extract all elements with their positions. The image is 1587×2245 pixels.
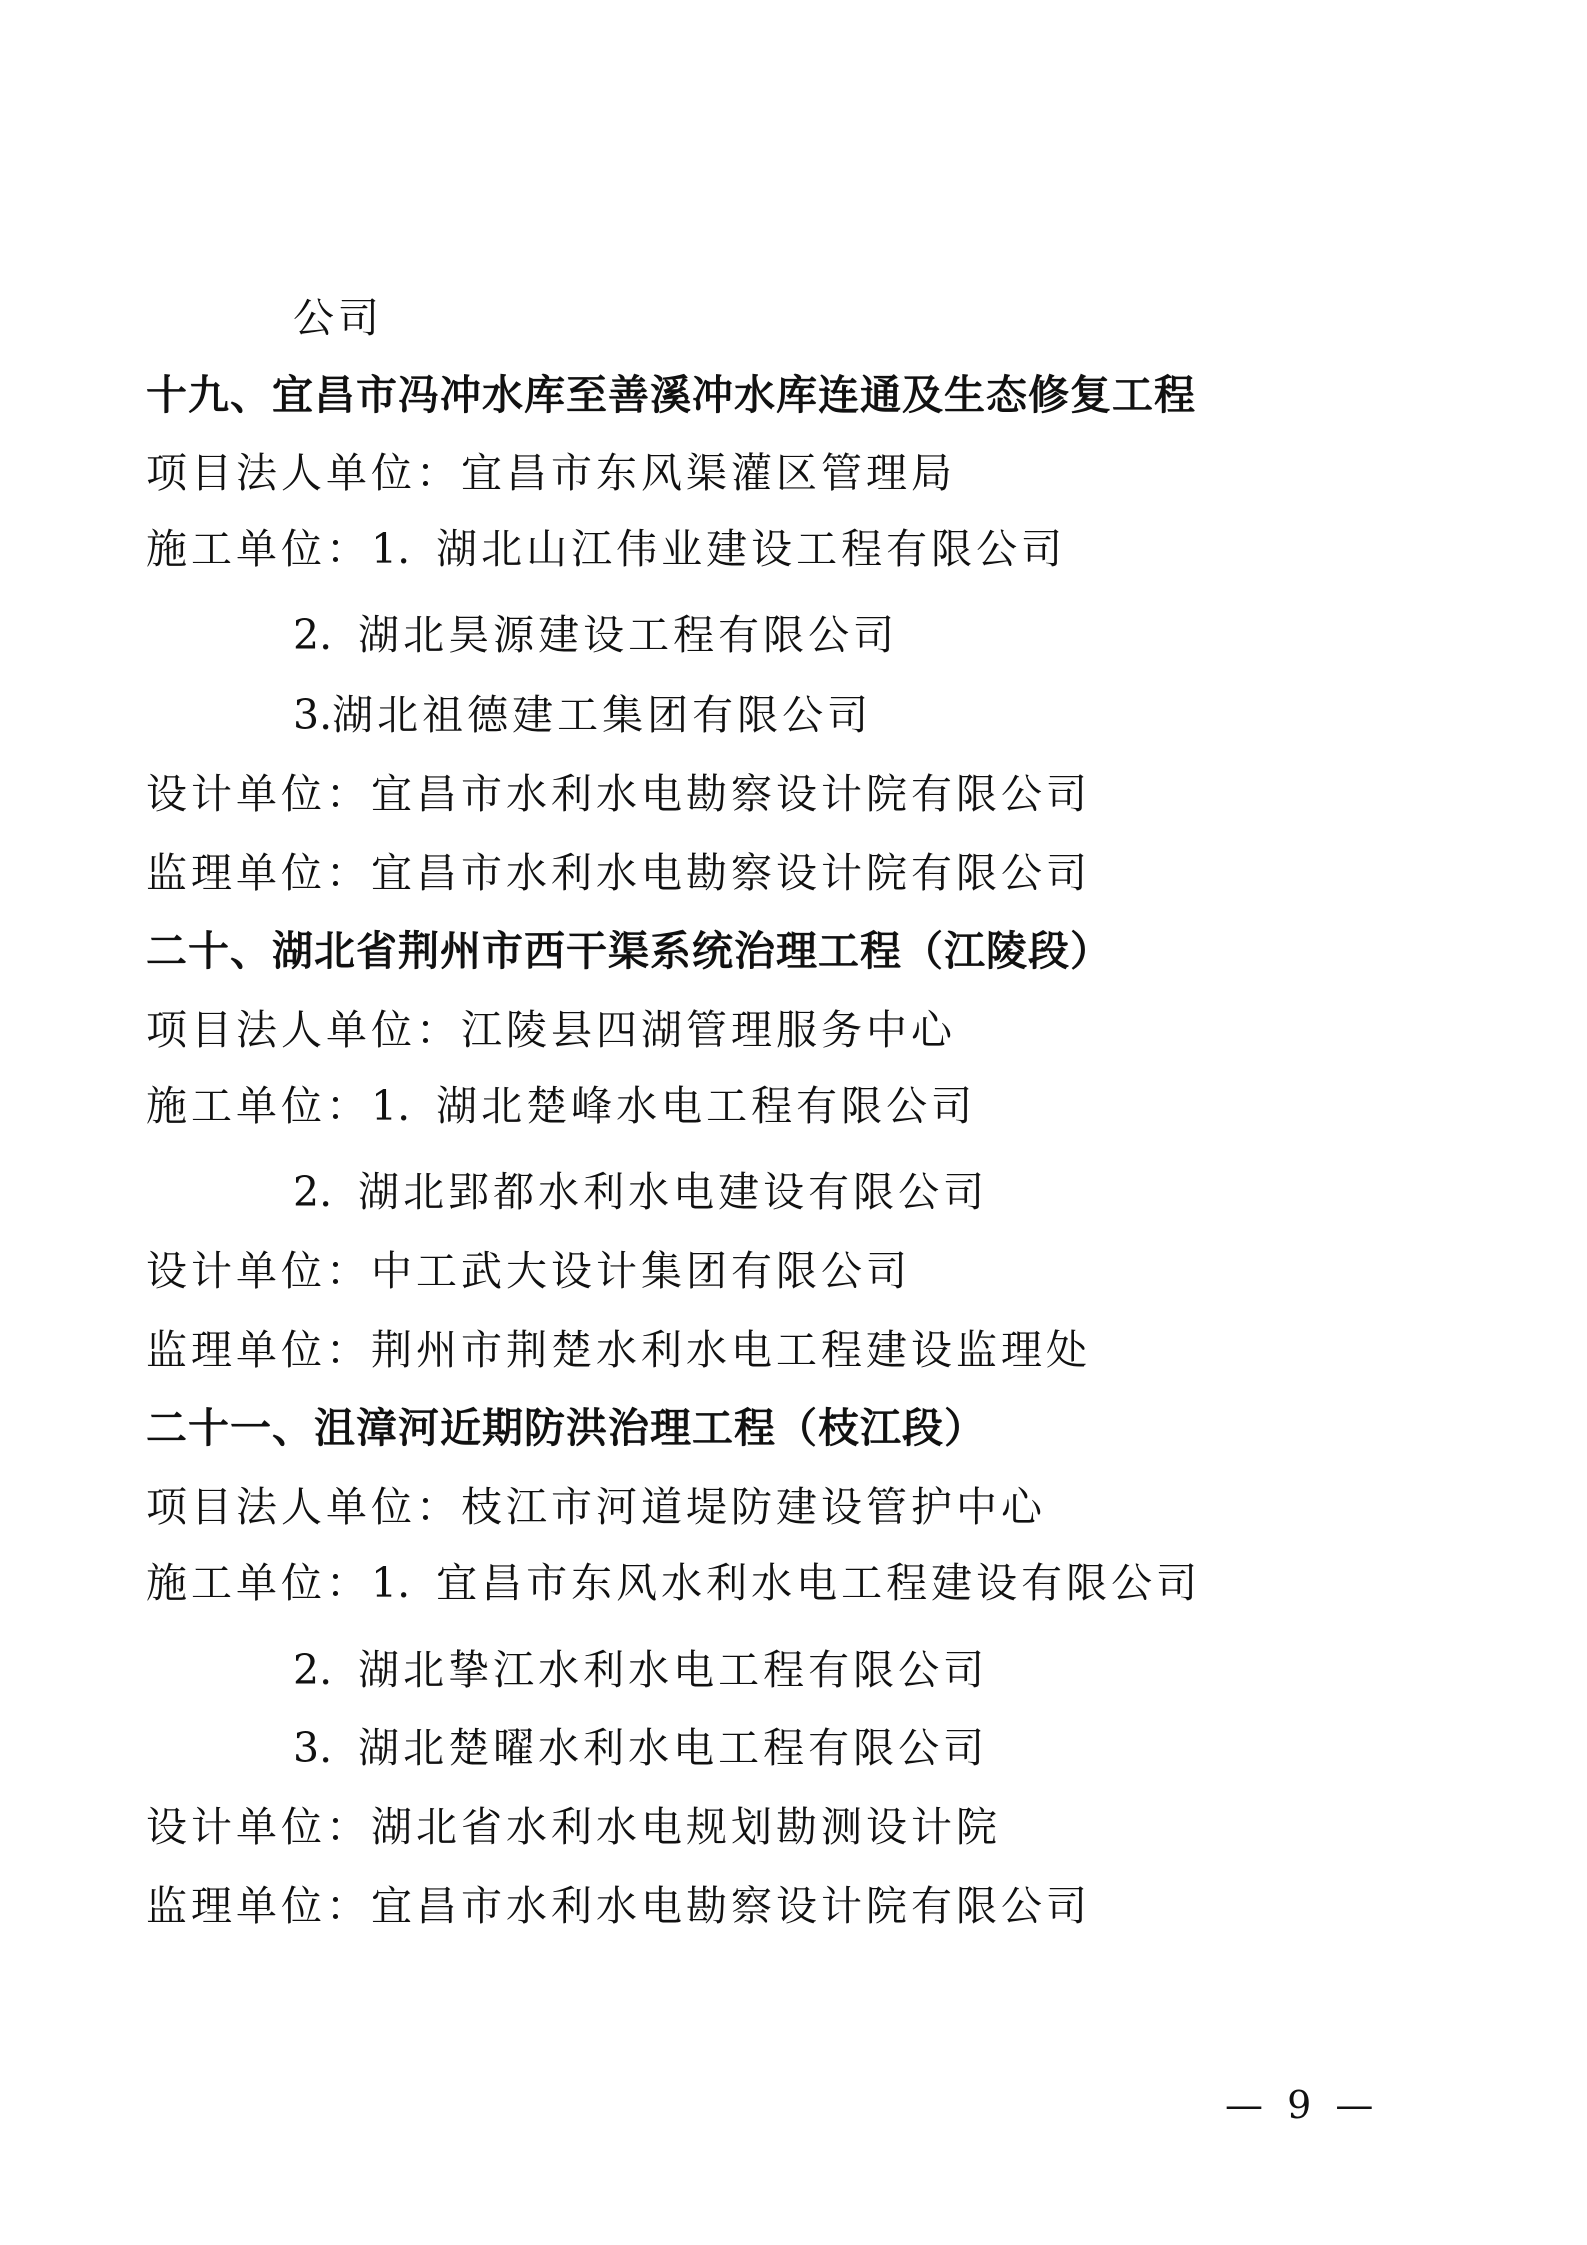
item-number: 2. <box>293 611 333 659</box>
construction-unit: 宜昌市东风水利水电工程建设有限公司 <box>436 1559 1202 1607</box>
item-number: 1. <box>371 1082 411 1130</box>
supervision-value: 宜昌市水利水电勘察设计院有限公司 <box>371 1882 1091 1930</box>
page-number: — 9 — <box>1225 2083 1380 2127</box>
continuation-text: 公司 <box>293 294 383 342</box>
construction-unit: 湖北昊源建设工程有限公司 <box>358 611 899 659</box>
design-line <box>146 764 1091 824</box>
construction-line <box>146 1553 1201 1613</box>
owner-value: 枝江市河道堤防建设管护中心 <box>461 1483 1046 1531</box>
item-number: 3. <box>293 691 333 739</box>
construction-line <box>293 1162 988 1222</box>
construction-line <box>293 685 872 745</box>
construction-unit: 湖北山江伟业建设工程有限公司 <box>436 525 1067 573</box>
design-label: 设计单位： <box>146 1803 371 1851</box>
supervision-line <box>146 843 1091 903</box>
supervision-line <box>146 1876 1091 1936</box>
section-heading: 二十一、沮漳河近期防洪治理工程（枝江段） <box>146 1404 986 1452</box>
design-value: 宜昌市水利水电勘察设计院有限公司 <box>371 770 1091 818</box>
supervision-label: 监理单位： <box>146 1882 371 1930</box>
construction-line <box>293 605 898 665</box>
design-value: 湖北省水利水电规划勘测设计院 <box>371 1803 1001 1851</box>
owner-value: 江陵县四湖管理服务中心 <box>461 1006 956 1054</box>
construction-line <box>146 519 1066 579</box>
construction-line <box>293 1718 988 1778</box>
construction-unit: 湖北郢都水利水电建设有限公司 <box>358 1168 989 1216</box>
design-value: 中工武大设计集团有限公司 <box>371 1247 911 1295</box>
supervision-value: 荆州市荆楚水利水电工程建设监理处 <box>371 1326 1091 1374</box>
item-number: 1. <box>371 1559 411 1607</box>
design-line <box>146 1241 911 1301</box>
owner-line <box>146 1000 956 1060</box>
supervision-line <box>146 1320 1091 1380</box>
construction-unit: 湖北楚峰水电工程有限公司 <box>436 1082 977 1130</box>
owner-label: 项目法人单位： <box>146 1006 461 1054</box>
owner-line <box>146 1477 1046 1537</box>
item-number: 3. <box>293 1724 333 1772</box>
section-heading: 十九、宜昌市冯冲水库至善溪冲水库连通及生态修复工程 <box>146 371 1196 419</box>
construction-label: 施工单位： <box>146 1082 371 1130</box>
construction-line <box>146 1076 976 1136</box>
item-number: 2. <box>293 1168 333 1216</box>
design-line <box>146 1797 1001 1857</box>
construction-line <box>293 1640 988 1700</box>
construction-unit: 湖北楚曜水利水电工程有限公司 <box>358 1724 989 1772</box>
owner-label: 项目法人单位： <box>146 1483 461 1531</box>
construction-label: 施工单位： <box>146 1559 371 1607</box>
item-number: 2. <box>293 1646 333 1694</box>
construction-label: 施工单位： <box>146 525 371 573</box>
design-label: 设计单位： <box>146 1247 371 1295</box>
supervision-label: 监理单位： <box>146 849 371 897</box>
construction-unit: 湖北祖德建工集团有限公司 <box>332 691 873 739</box>
owner-label: 项目法人单位： <box>146 449 461 497</box>
supervision-value: 宜昌市水利水电勘察设计院有限公司 <box>371 849 1091 897</box>
construction-unit: 湖北挚江水利水电工程有限公司 <box>358 1646 989 1694</box>
supervision-label: 监理单位： <box>146 1326 371 1374</box>
design-label: 设计单位： <box>146 770 371 818</box>
section-heading: 二十、湖北省荆州市西干渠系统治理工程（江陵段） <box>146 927 1112 975</box>
owner-line <box>146 443 956 503</box>
owner-value: 宜昌市东风渠灌区管理局 <box>461 449 956 497</box>
item-number: 1. <box>371 525 411 573</box>
